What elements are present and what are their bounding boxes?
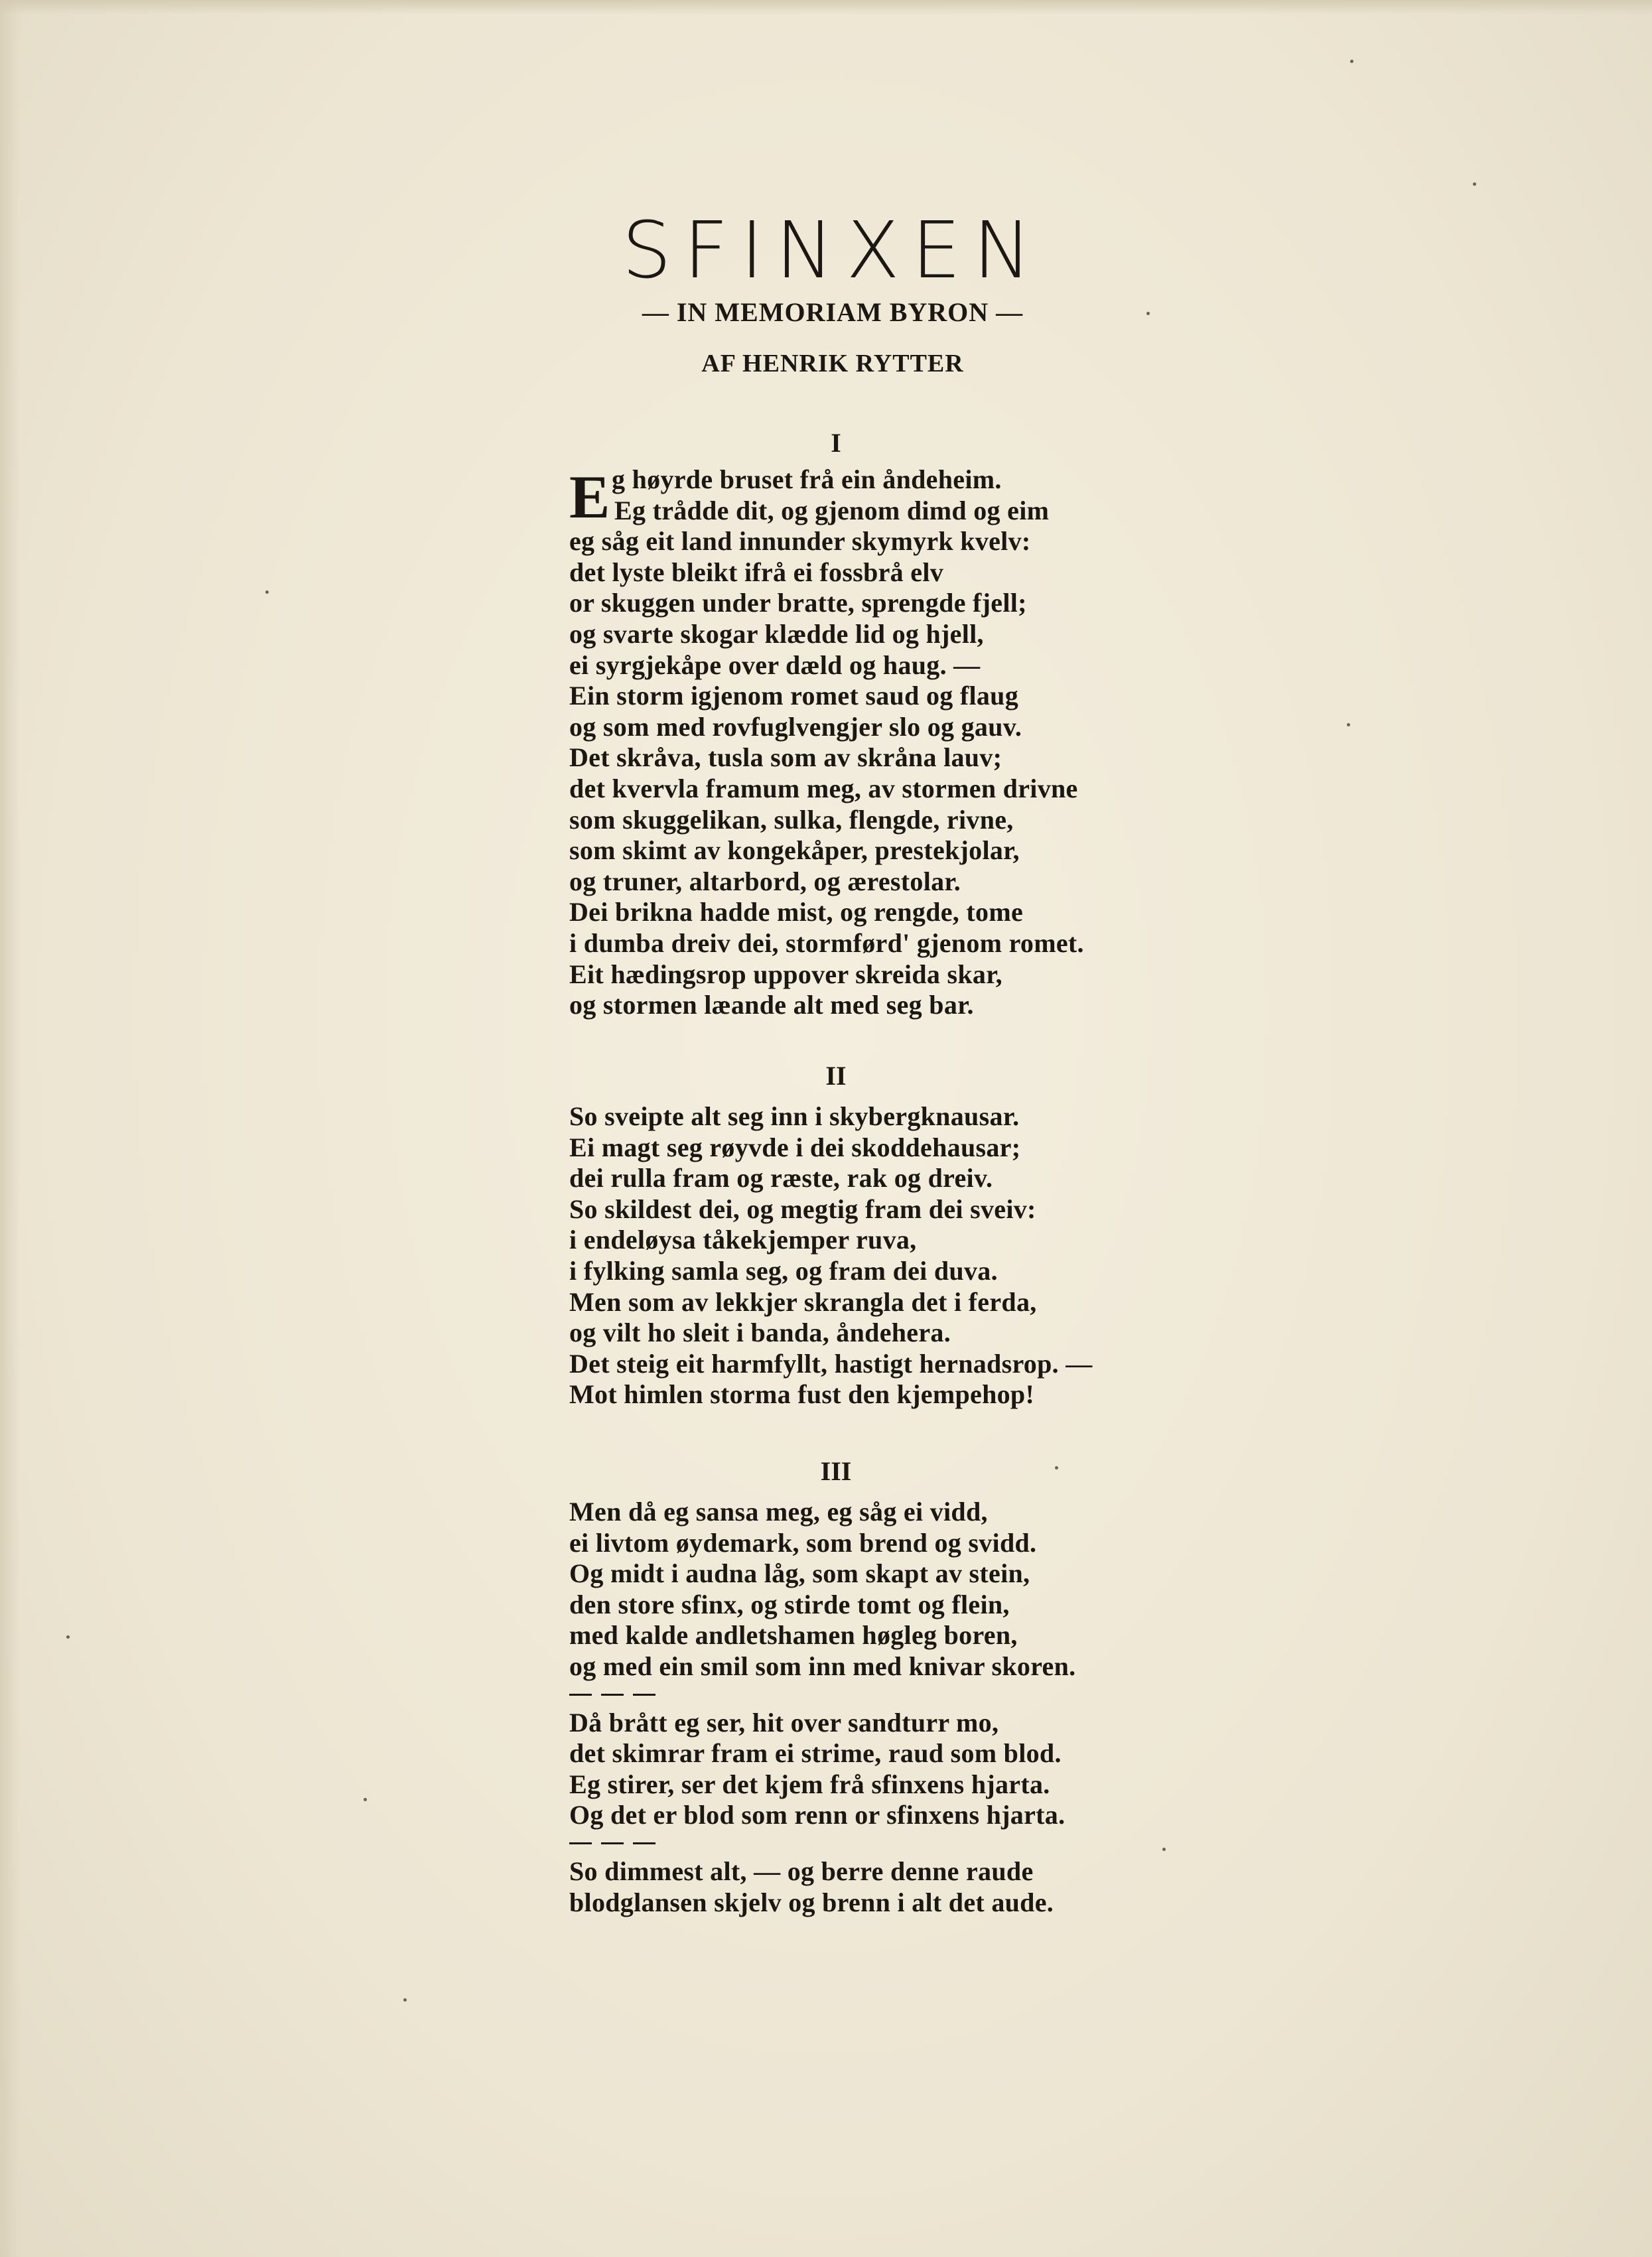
poem-line: Men då eg sansa meg, eg såg ei vidd, (569, 1497, 988, 1527)
stanza-3 (569, 1497, 1206, 1918)
poem-line: dei rulla fram og ræste, rak og dreiv. (569, 1163, 993, 1194)
poem-line: So sveipte alt seg inn i skybergknausar. (569, 1101, 1020, 1131)
poem-line: den store sfinx, og stirde tomt og flein, (569, 1589, 1010, 1619)
poem-line: ei livtom øydemark, som brend og svidd. (569, 1527, 1037, 1558)
poem-line: g høyrde bruset frå ein åndeheim. (612, 464, 1002, 494)
poem-line: Eg trådde dit, og gjenom dimd og eim (614, 495, 1050, 525)
poem-line: og som med rovfuglvengjer slo og gauv. (569, 711, 1022, 742)
page-edge-shadow (0, 0, 20, 2257)
poem-line: Det skråva, tusla som av skråna lauv; (569, 742, 1002, 773)
poem-line: ei syrgjekåpe over dæld og haug. — (569, 650, 981, 680)
paper-speck (403, 1998, 407, 2002)
poem-line: som skimt av kongekåper, prestekjolar, (569, 835, 1020, 866)
poem-line: Men som av lekkjer skrangla det i ferda, (569, 1286, 1037, 1317)
poem-line: og vilt ho sleit i banda, åndehera. (569, 1318, 951, 1348)
paper-speck (1473, 182, 1476, 186)
drop-cap: E (569, 463, 610, 531)
poem-line: or skuggen under bratte, sprengde fjell; (569, 588, 1027, 618)
poem-line: det lyste bleikt ifrå ei fossbrå elv (569, 557, 944, 587)
poem-subtitle: — IN MEMORIAM BYRON — (642, 297, 1024, 327)
poem-line: og med ein smil som inn med knivar skoren. (569, 1651, 1076, 1681)
section-numeral: II (825, 1061, 847, 1091)
poem-line: Eg stirer, ser det kjem frå sfinxens hjarta. (569, 1769, 1050, 1799)
paper-speck (364, 1798, 367, 1801)
poem-line: So dimmest alt, — og berre denne raude (569, 1856, 1034, 1886)
poem-line: blodglansen skjelv og brenn i alt det aude. (569, 1887, 1054, 1917)
paper-speck (1146, 312, 1150, 315)
stanza-2 (569, 1101, 1206, 1410)
page-edge-shadow (0, 0, 1652, 15)
poem-line: og truner, altarbord, og ærestolar. (569, 866, 961, 896)
section-break (569, 1682, 1206, 1708)
paper-speck (1055, 1466, 1058, 1470)
paper-speck (265, 590, 269, 594)
poem-line: Mot himlen storma fust den kjempehop! (569, 1379, 1035, 1410)
poem-line: i dumba dreiv dei, stormførd' gjenom romet. (569, 927, 1084, 958)
poem-line: det kvervla framum meg, av stormen drivne (569, 773, 1078, 803)
poem-title: SFINXEN (622, 204, 1044, 296)
poem-line: med kalde andletshamen høgleg boren, (569, 1620, 1018, 1651)
poem-line: som skuggelikan, sulka, flengde, rivne, (569, 804, 1014, 835)
poem-author: AF HENRIK RYTTER (701, 350, 964, 377)
poem-line: det skimrar fram ei strime, raud som blod. (569, 1738, 1062, 1769)
paper-speck (1347, 723, 1350, 726)
poem-line: Eit hædingsrop uppover skreida skar, (569, 959, 1002, 989)
poem-line: Då brått eg ser, hit over sandturr mo, (569, 1707, 999, 1738)
poem-line: eg såg eit land innunder skymyrk kvelv: (569, 526, 1031, 557)
poem-line: i endeløysa tåkekjemper ruva, (569, 1225, 917, 1255)
poem-line: Ein storm igjenom romet saud og flaug (569, 681, 1019, 711)
paper-speck (66, 1635, 70, 1639)
poem-line: Det steig eit harmfyllt, hastigt hernadsrop. — (569, 1348, 1093, 1379)
poem-line: Og det er blod som renn or sfinxens hjarta. (569, 1800, 1066, 1830)
poem-line: So skildest dei, og megtig fram dei sveiv: (569, 1194, 1036, 1224)
paper-speck (1350, 60, 1353, 63)
section-break (569, 1831, 1206, 1856)
poem-line: og svarte skogar klædde lid og hjell, (569, 618, 984, 649)
poem-line: i fylking samla seg, og fram dei duva. (569, 1255, 998, 1286)
poem-line: Dei brikna hadde mist, og rengde, tome (569, 897, 1023, 927)
stanza-1 (569, 464, 1206, 1021)
section-numeral: I (831, 428, 841, 458)
poem-line: og stormen læande alt med seg bar. (569, 990, 974, 1020)
poem-line: Og midt i audna låg, som skapt av stein, (569, 1558, 1030, 1589)
section-numeral: III (820, 1456, 852, 1486)
poem-line: Ei magt seg røyvde i dei skoddehausar; (569, 1132, 1021, 1162)
